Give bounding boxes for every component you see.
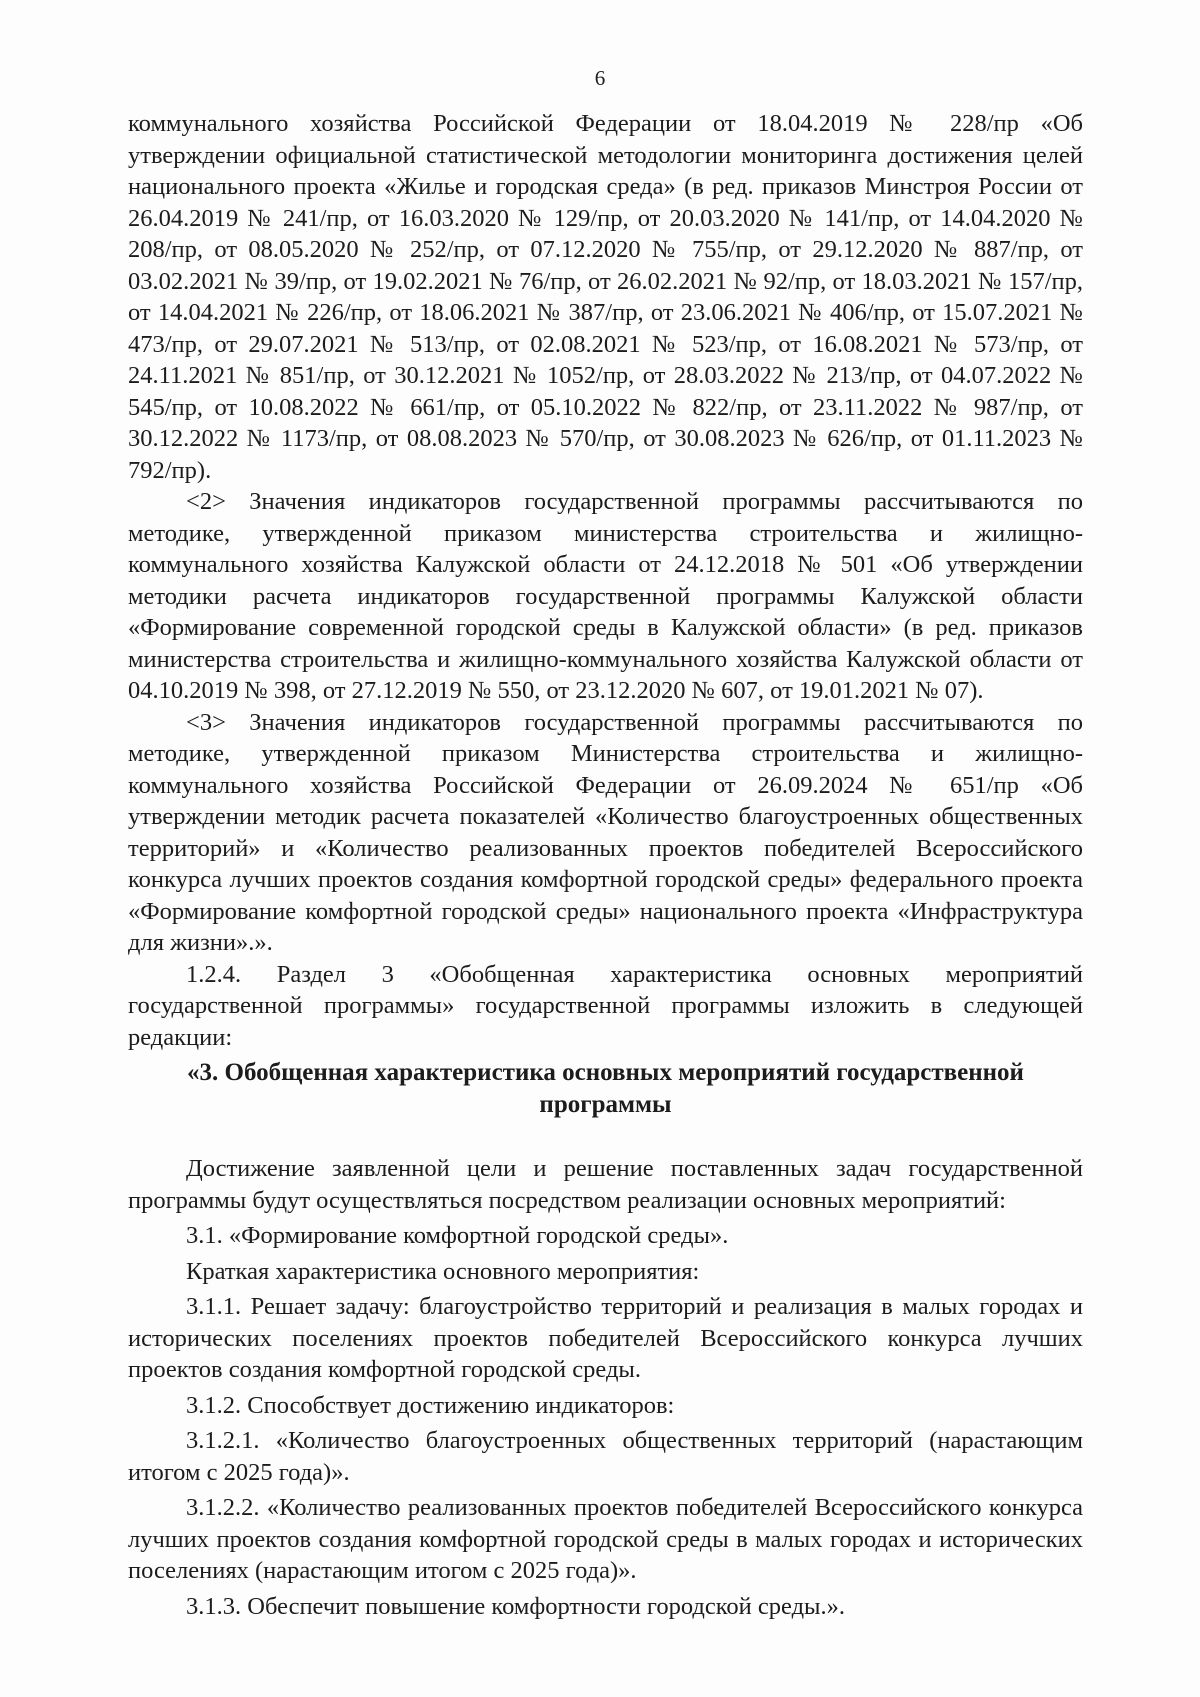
item-3-1-2: 3.1.2. Способствует достижению индикаторов:: [186, 1391, 675, 1419]
item-3-1: 3.1. «Формирование комфортной городской среды».: [186, 1222, 729, 1249]
paragraph-1-2-4: 1.2.4. Раздел 3 «Обобщенная характеристика основных мероприятий государственной программы» государственной программы изложить в следующей редакции:: [128, 960, 1083, 1051]
section-heading: «3. Обобщенная характеристика основных мероприятий государственной программы: [187, 1059, 1024, 1118]
item-summary-label: Краткая характеристика основного мероприятия:: [186, 1257, 700, 1285]
footnote-3: <3> Значения индикаторов государственной программы рассчитываются по методике, утвержденной приказом Министерства строительства и жилищно-коммунального хозяйства Российской Федерации от 26.09.2024 № 651/пр «Об утверждении методик расчета показателей «Количество благоустроенных общественных территорий» и «Количество реализованных проектов победителей Всероссийского конкурса лучших проектов создания комфортной городской среды» федерального проекта «Формирование комфортной городской среды» национального проекта «Инфраструктура для жизни».».: [128, 708, 1083, 956]
item-3-1-2-1: 3.1.2.1. «Количество благоустроенных общественных территорий (нарастающим итогом с 2025 года)».: [128, 1427, 1083, 1486]
section-3-body: [128, 1153, 1083, 1622]
item-3-1-1: 3.1.1. Решает задачу: благоустройство территорий и реализация в малых городах и исторических поселениях проектов победителей Всероссийского конкурса лучших проектов создания комфортной городской среды.: [128, 1293, 1083, 1383]
footnote-2: <2> Значения индикаторов государственной программы рассчитываются по методике, утвержденной приказом министерства строительства и жилищно-коммунального хозяйства Калужской области от 24.12.2018 № 501 «Об утверждении методики расчета индикаторов государственной программы Калужской области «Формирование современной городской среды в Калужской области» (в ред. приказов министерства строительства и жилищно-коммунального хозяйства Калужской области от 04.10.2019 № 398, от 27.12.2019 № 550, от 23.12.2020 № 607, от 19.01.2021 № 07).: [128, 488, 1083, 704]
paragraph-continuation: коммунального хозяйства Российской Федерации от 18.04.2019 № 228/пр «Об утверждении официальной статистической методологии мониторинга достижения целей национального проекта «Жилье и городская среда» (в ред. приказов Минстроя России от 26.04.2019 № 241/пр, от 16.03.2020 № 129/пр, от 20.03.2020 № 141/пр, от 14.04.2020 № 208/пр, от 08.05.2020 № 252/пр, от 07.12.2020 № 755/пр, от 29.12.2020 № 887/пр, от 03.02.2021 № 39/пр, от 19.02.2021 № 76/пр, от 26.02.2021 № 92/пр, от 18.03.2021 № 157/пр, от 14.04.2021 № 226/пр, от 18.06.2021 № 387/пр, от 23.06.2021 № 406/пр, от 15.07.2021 № 473/пр, от 29.07.2021 № 513/пр, от 02.08.2021 № 523/пр, от 16.08.2021 № 573/пр, от 24.11.2021 № 851/пр, от 30.12.2021 № 1052/пр, от 28.03.2022 № 213/пр, от 04.07.2022 № 545/пр, от 10.08.2022 № 661/пр, от 05.10.2022 № 822/пр, от 23.11.2022 № 987/пр, от 30.12.2022 № 1173/пр, от 08.08.2023 № 570/пр, от 30.08.2023 № 626/пр, от 01.11.2023 № 792/пр).: [128, 110, 1083, 484]
page-number: 6: [594, 66, 606, 90]
item-3-1-2-2: 3.1.2.2. «Количество реализованных проектов победителей Всероссийского конкурса лучших проектов создания комфортной городской среды в малых городах и исторических поселениях (нарастающим итогом с 2025 года)».: [128, 1494, 1083, 1584]
document-body: [128, 108, 1083, 1622]
section-intro: Достижение заявленной цели и решение поставленных задач государственной программы будут осуществляться посредством реализации основных мероприятий:: [128, 1155, 1083, 1214]
item-3-1-3: 3.1.3. Обеспечит повышение комфортности городской среды.».: [186, 1592, 845, 1620]
